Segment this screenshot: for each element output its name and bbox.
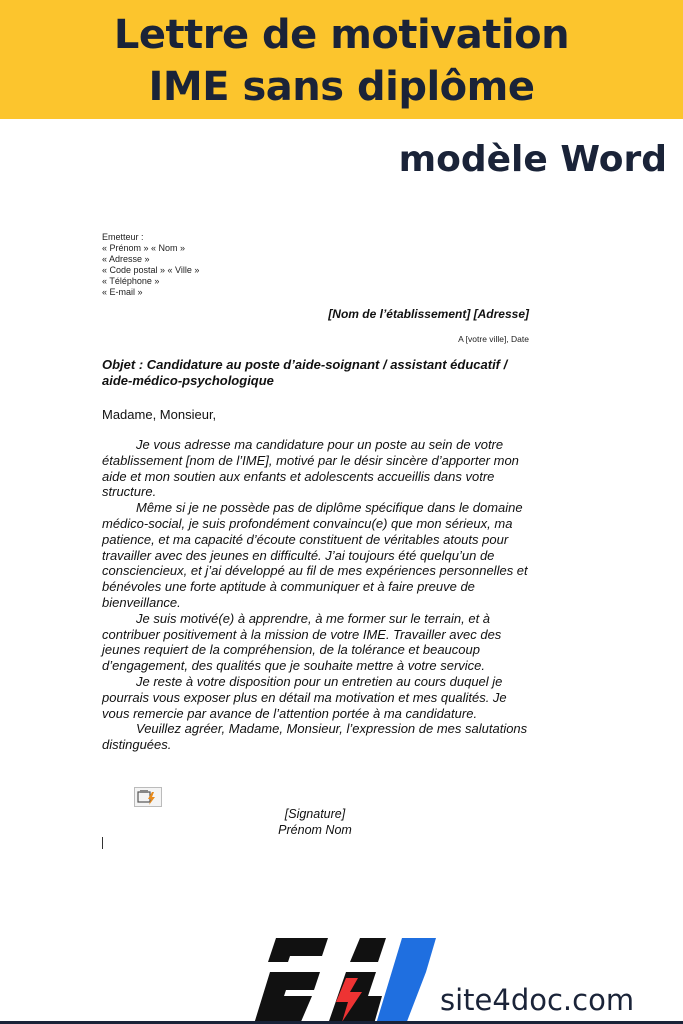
recipient: [Nom de l’établissement] [Adresse] (328, 307, 529, 321)
site4doc-logo-icon (250, 932, 440, 1024)
title-line-1: Lettre de motivation (113, 12, 570, 58)
body-paragraph: Même si je ne possède pas de diplôme spécifique dans le domaine médico-social, je suis profondément convaincu(e) que mon sérieux, ma patience, et ma capacité d’écoute constituent de véritables atouts pour travailler avec des jeunes en difficulté. J’ai toujours été quelqu’un de consciencieux, et j’ai développé au fil de mes expériences personnelles et bénévoles une forte aptitude à communiquer et à faire preuve de bienveillance. (102, 500, 528, 610)
sender-line: « Prénom » « Nom » (102, 243, 186, 253)
text-cursor (102, 837, 103, 849)
sender-line: « Adresse » (102, 254, 150, 264)
title-line-2: IME sans diplôme (148, 64, 535, 110)
body-paragraph: Je suis motivé(e) à apprendre, à me former sur le terrain, et à contribuer positivement à la mission de votre IME. Travailler avec des jeunes requiert de la compréhension, de la tolérance et beaucoup d’engagement, des qualités que je souhaite mettre à votre service. (102, 610, 502, 674)
salutation: Madame, Monsieur, (102, 407, 217, 422)
body-paragraph: Je vous adresse ma candidature pour un poste au sein de votre établissement [nom de l’IME], motivé par le désir sincère d’apporter mon aide et mon soutien aux enfants et adolescents accueillis dans votre structure. (102, 437, 519, 500)
sender-line: « Code postal » « Ville » (102, 265, 200, 275)
paste-options-icon[interactable] (134, 787, 162, 807)
sender-block (102, 232, 199, 298)
signature-block (270, 807, 360, 838)
signature-label: [Signature] (284, 807, 346, 821)
sender-line: Emetteur : (102, 232, 144, 242)
body-paragraph: Veuillez agréer, Madame, Monsieur, l’expression de mes salutations distinguées. (102, 721, 528, 753)
date-line: A [votre ville], Date (458, 334, 529, 344)
subtitle: modèle Word (398, 139, 667, 180)
letter-body (102, 437, 532, 753)
site-url: site4doc.com (440, 983, 635, 1017)
subject-line: Objet : Candidature au poste d’aide-soignant / assistant éducatif / aide-médico-psychologique (102, 357, 508, 388)
sender-line: « Téléphone » (102, 276, 160, 286)
body-paragraph: Je reste à votre disposition pour un entretien au cours duquel je pourrais vous exposer plus en détail ma motivation et mes qualités. Je vous remercie par avance de l’attention portée à ma candidature. (102, 673, 507, 721)
title-banner (0, 0, 683, 119)
sender-line: « E-mail » (102, 287, 143, 297)
signature-name: Prénom Nom (278, 822, 352, 837)
